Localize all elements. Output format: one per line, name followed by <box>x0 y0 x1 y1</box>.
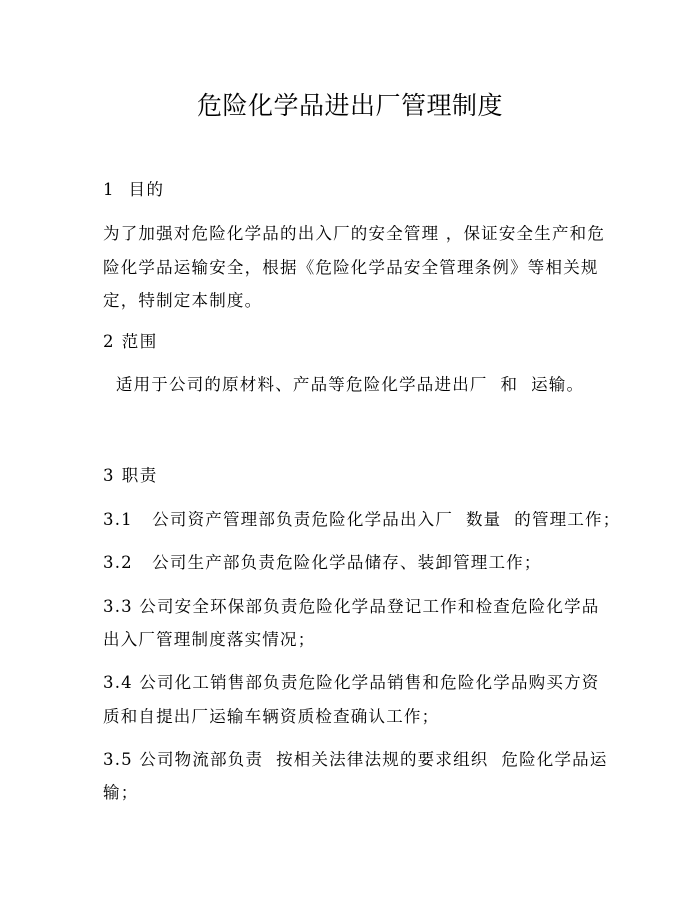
section-1-heading: 1 目的 <box>103 180 165 199</box>
section-1-body-line-2: 险化学品运输安全，根据《危险化学品安全管理条例》等相关规 <box>103 258 599 277</box>
section-1-body-line-3: 定，特制定本制度。 <box>103 291 263 310</box>
item-3-4-line-1: 3.4 公司化工销售部负责危险化学品销售和危险化学品购买方资 <box>103 673 600 692</box>
item-3-4-line-2: 质和自提出厂运输车辆资质检查确认工作； <box>103 707 440 726</box>
section-1-body-line-1: 为了加强对危险化学品的出入厂的安全管理 ，保证安全生产和危 <box>103 224 606 243</box>
item-3-2-line-1: 3.2 公司生产部负责危险化学品储存、装卸管理工作； <box>103 553 542 572</box>
item-3-1-line-1: 3.1 公司资产管理部负责危险化学品出入厂 数量 的管理工作； <box>103 510 621 529</box>
item-3-3-line-2: 出入厂管理制度落实情况； <box>103 630 316 649</box>
section-2-body-line-1: 适用于公司的原材料、产品等危险化学品进出厂 和 运输。 <box>103 375 585 394</box>
document-title: 危险化学品进出厂管理制度 <box>196 91 503 120</box>
section-3-heading: 3 职责 <box>103 466 158 485</box>
item-3-3-line-1: 3.3 公司安全环保部负责危险化学品登记工作和检查危险化学品 <box>103 597 600 616</box>
item-3-5-line-1: 3.5 公司物流部负责 按相关法律法规的要求组织 危险化学品运 <box>103 750 608 769</box>
section-2-heading: 2 范围 <box>103 332 158 351</box>
item-3-5-line-2: 输； <box>103 783 139 802</box>
